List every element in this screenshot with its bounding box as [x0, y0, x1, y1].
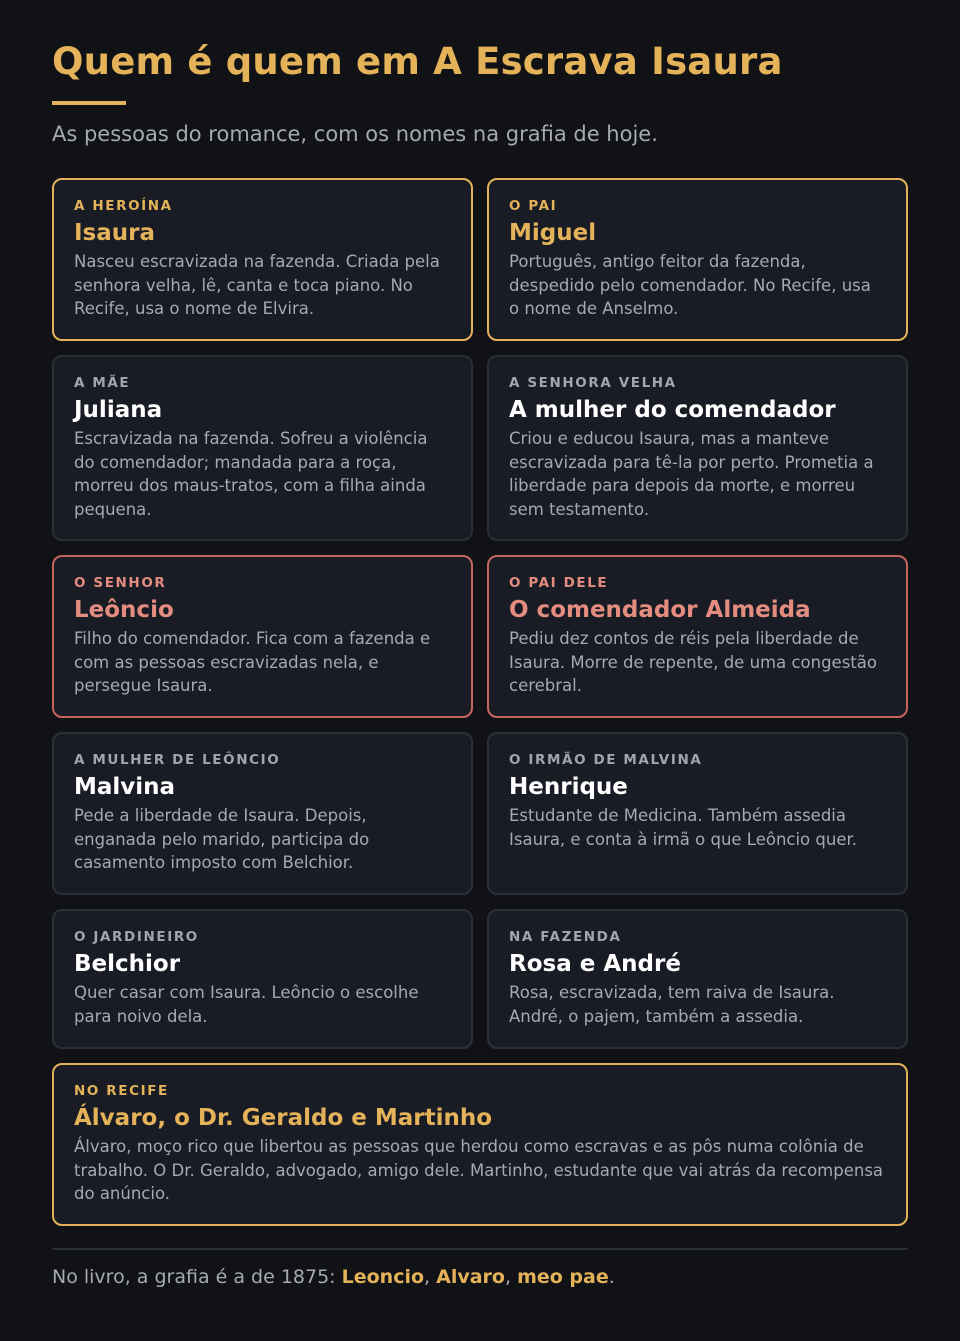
card-description: Rosa, escravizada, tem raiva de Isaura. André, o pajem, também a assedia.: [509, 983, 835, 1026]
character-card-isaura: [52, 178, 473, 341]
card-description: Filho do comendador. Fica com a fazenda e com as pessoas escravizadas nela, e persegue Isaura.: [74, 629, 431, 695]
card-role-label: O IRMÃO DE MALVINA: [509, 752, 703, 768]
card-character-name: Juliana: [74, 397, 163, 423]
footer-term: meo pae: [517, 1266, 609, 1288]
card-character-name: A mulher do comendador: [509, 397, 836, 423]
footer-term: Leoncio: [341, 1266, 425, 1288]
card-description: Criou e educou Isaura, mas a manteve escravizada para tê-la por perto. Prometia a liberdade para depois da morte, e morreu sem testamento.: [509, 429, 874, 519]
card-character-name: Leôncio: [74, 597, 174, 623]
footer-term: Alvaro: [436, 1266, 505, 1288]
character-card-rosa-andre: [487, 909, 908, 1049]
card-description: Nasceu escravizada na fazenda. Criada pela senhora velha, lê, canta e toca piano. No Recife, usa o nome de Elvira.: [74, 252, 440, 318]
character-card-leoncio: [52, 555, 473, 718]
character-card-malvina: [52, 732, 473, 895]
card-description: Escravizada na fazenda. Sofreu a violência do comendador; mandada para a roça, morreu dos maus-tratos, com a filha ainda pequena.: [74, 429, 428, 519]
card-description: Pediu dez contos de réis pela liberdade de Isaura. Morre de repente, de uma congestão cerebral.: [509, 629, 877, 695]
card-role-label: A MULHER DE LEÔNCIO: [74, 752, 281, 768]
card-description: Português, antigo feitor da fazenda, despedido pelo comendador. No Recife, usa o nome de Anselmo.: [509, 252, 871, 318]
card-character-name: Malvina: [74, 774, 176, 800]
footer-separator: ,: [424, 1266, 437, 1288]
card-description: Estudante de Medicina. Também assedia Isaura, e conta à irmã o que Leôncio quer.: [509, 806, 857, 849]
character-card-henrique: [487, 732, 908, 895]
card-character-name: Miguel: [509, 220, 597, 246]
character-card-belchior: [52, 909, 473, 1049]
card-character-name: Álvaro, o Dr. Geraldo e Martinho: [74, 1105, 493, 1131]
card-role-label: NA FAZENDA: [509, 929, 622, 945]
footer-note: [52, 1266, 615, 1288]
card-character-name: O comendador Almeida: [509, 597, 811, 623]
title-underline: [52, 101, 126, 105]
card-character-name: Henrique: [509, 774, 628, 800]
card-role-label: A SENHORA VELHA: [509, 375, 677, 391]
card-character-name: Isaura: [74, 220, 156, 246]
footer-suffix: .: [608, 1266, 615, 1288]
character-card-recife: [52, 1063, 908, 1226]
card-role-label: O PAI DELE: [509, 575, 609, 591]
card-character-name: Rosa e André: [509, 951, 681, 977]
character-card-senhora-velha: [487, 355, 908, 541]
card-role-label: A MÃE: [74, 375, 131, 391]
page-title: Quem é quem em A Escrava Isaura: [52, 40, 783, 83]
character-card-miguel: [487, 178, 908, 341]
card-role-label: O JARDINEIRO: [74, 929, 199, 945]
card-role-label: NO RECIFE: [74, 1083, 169, 1099]
character-card-juliana: [52, 355, 473, 541]
card-role-label: A HEROÍNA: [74, 198, 173, 214]
card-role-label: O PAI: [509, 198, 558, 214]
card-description: Quer casar com Isaura. Leôncio o escolhe para noivo dela.: [74, 983, 419, 1026]
card-character-name: Belchior: [74, 951, 181, 977]
footer-divider: [52, 1248, 908, 1250]
card-description: Álvaro, moço rico que libertou as pessoas que herdou como escravas e as pôs numa colônia de trabalho. O Dr. Geraldo, advogado, amigo dele. Martinho, estudante que vai atrás da recompensa do anúncio.: [74, 1137, 884, 1203]
footer-separator: ,: [504, 1266, 518, 1288]
card-description: Pede a liberdade de Isaura. Depois, enganada pelo marido, participa do casamento imposto com Belchior.: [74, 806, 370, 872]
card-role-label: O SENHOR: [74, 575, 167, 591]
page-subtitle: As pessoas do romance, com os nomes na grafia de hoje.: [52, 122, 658, 146]
character-card-comendador: [487, 555, 908, 718]
footer-prefix: No livro, a grafia é a de 1875:: [52, 1266, 342, 1288]
